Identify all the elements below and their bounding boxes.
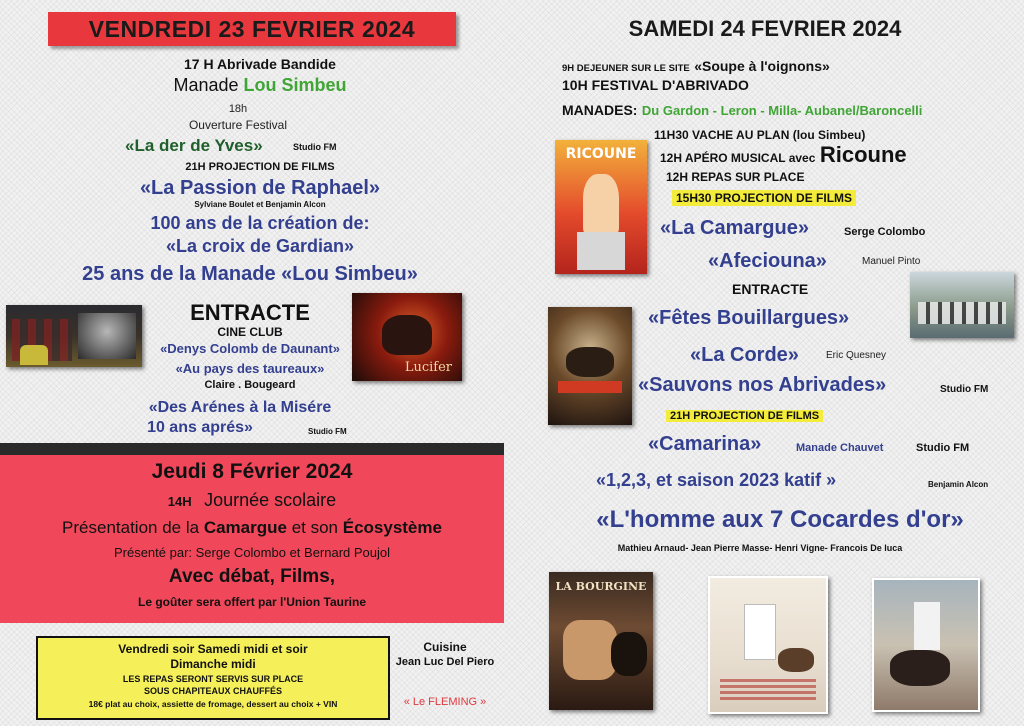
studiofm-1: Studio FM <box>293 142 337 152</box>
presentation-eco: Écosystème <box>342 518 442 537</box>
manades-list: Du Gardon - Leron - Milla- Aubanel/Baroncelli <box>641 103 923 118</box>
poster-bourgine-title: LA BOURGINE <box>555 580 647 593</box>
time-18h: 18h <box>228 103 248 115</box>
ricoune-name: Ricoune <box>819 142 907 167</box>
presentation-a: Présentation de la <box>62 518 200 537</box>
jeudi-title: Jeudi 8 Février 2024 <box>151 460 353 483</box>
cine-club: CINE CLUB <box>217 325 283 339</box>
poster-arenes <box>6 305 142 367</box>
dix-ans: 10 ans aprés» <box>147 419 253 436</box>
presentation-camargue: Camargue <box>203 518 287 537</box>
dejeuner-prefix: 9H DEJEUNER SUR LE SITE <box>562 63 690 74</box>
fetes-title: «Fêtes Bouillargues» <box>648 307 850 329</box>
jeudi-journee: Journée scolaire <box>204 490 337 510</box>
saison-credit: Benjamin Alcon <box>928 480 989 489</box>
poster-cocardes <box>708 576 828 714</box>
repas-line3: LES REPAS SERONT SERVIS SUR PLACE <box>122 674 304 684</box>
apero-prefix: 12H APÉRO MUSICAL avec <box>660 151 816 165</box>
projection-21h-right: 21H PROJECTION DE FILMS <box>666 410 823 422</box>
jeudi-presente: Présenté par: Serge Colombo et Bernard Poujol <box>113 545 391 560</box>
studiofm-r1: Studio FM <box>940 384 989 395</box>
repas-line2: Dimanche midi <box>170 657 256 671</box>
repas-line: 12H REPAS SUR PLACE <box>666 170 805 184</box>
apero-line <box>660 142 907 168</box>
afeciouna-title: «Afeciouna» <box>708 250 827 272</box>
jeudi-time: 14H <box>167 494 192 509</box>
denys-title: «Denys Colomb de Daunant» <box>160 341 340 356</box>
poster-raseteur <box>872 578 980 712</box>
repas-line5: 18€ plat au choix, assiette de fromage, dessert au choix + VIN <box>88 699 338 709</box>
ouverture-line: Ouverture Festival <box>188 118 288 132</box>
projection-21h: 21H PROJECTION DE FILMS <box>185 161 335 173</box>
pays-title: «Au pays des taureaux» <box>175 361 325 376</box>
saison-title: «1,2,3, et saison 2023 katif » <box>596 470 837 490</box>
camargue-title: «La Camargue» <box>660 217 809 239</box>
cuisine-fleming: « Le FLEMING » <box>403 696 487 708</box>
dejeuner-quote: «Soupe à l'oignons» <box>694 58 830 74</box>
cent-ans: 100 ans de la création de: <box>150 213 370 233</box>
sauvons-title: «Sauvons nos Abrivades» <box>638 374 887 396</box>
projection-15h30: 15H30 PROJECTION DE FILMS <box>672 190 856 206</box>
presentation-b: et son <box>291 518 338 537</box>
homme-credit: Mathieu Arnaud- Jean Pierre Masse- Henri Vigne- Francois De luca <box>617 543 903 553</box>
afeciouna-credit: Manuel Pinto <box>862 256 921 267</box>
derdeyves-title: «La der de Yves» <box>125 136 263 155</box>
manades-label: MANADES: <box>562 102 638 118</box>
poster-arena <box>548 307 632 425</box>
studiofm-r2: Studio FM <box>916 442 970 454</box>
passion-credit: Sylviane Boulet et Benjamin Alcon <box>194 200 326 209</box>
jeudi-time-line <box>0 490 504 511</box>
manade-line <box>60 75 460 96</box>
poster-ricoune-title: RICOUNE <box>565 146 637 162</box>
camarina-credit: Manade Chauvet <box>796 442 884 454</box>
vingtcinq-ans: 25 ans de la Manade «Lou Simbeu» <box>82 263 418 285</box>
camarina-title: «Camarina» <box>648 433 762 455</box>
poster-lucifer <box>352 293 462 381</box>
jeudi-debat: Avec débat, Films, <box>168 566 336 587</box>
jeudi-presentation <box>0 518 504 538</box>
saturday-title: SAMEDI 24 FEVRIER 2024 <box>628 16 902 41</box>
cuisine-name: Jean Luc Del Piero <box>395 656 495 668</box>
repas-line4: SOUS CHAPITEAUX CHAUFFÉS <box>143 686 282 696</box>
abrivade-line: 17 H Abrivade Bandide <box>184 56 336 72</box>
repas-line1: Vendredi soir Samedi midi et soir <box>118 642 308 656</box>
manades-line <box>562 102 922 120</box>
poster-ricoune <box>555 140 647 274</box>
croix-title: «La croix de Gardian» <box>165 236 355 256</box>
corde-credit: Eric Quesney <box>826 350 887 361</box>
homme-title: «L'homme aux 7 Cocardes d'or» <box>596 506 964 533</box>
studiofm-2: Studio FM <box>308 427 347 436</box>
manade-name: Lou Simbeu <box>243 75 347 95</box>
vache-line: 11H30 VACHE AU PLAN (lou Simbeu) <box>654 128 866 142</box>
passion-title: «La Passion de Raphael» <box>139 177 381 199</box>
cuisine-label: Cuisine <box>423 640 467 654</box>
photo-horses <box>910 272 1014 338</box>
entracte-left: ENTRACTE <box>190 300 310 325</box>
friday-title: VENDREDI 23 FEVRIER 2024 <box>88 16 416 42</box>
entracte-right: ENTRACTE <box>732 281 809 297</box>
camargue-credit: Serge Colombo <box>844 226 926 238</box>
claire-credit: Claire . Bougeard <box>204 379 296 391</box>
jeudi-dark-stripe <box>0 443 504 455</box>
jeudi-gouter: Le goûter sera offert par l'Union Taurine <box>138 595 366 609</box>
festival-10h: 10H FESTIVAL D'ABRIVADO <box>562 77 749 93</box>
poster-bourgine <box>549 572 653 710</box>
manade-prefix: Manade <box>173 75 239 95</box>
arenes-title: «Des Arénes à la Misére <box>148 399 332 416</box>
dejeuner-line <box>562 58 830 76</box>
corde-title: «La Corde» <box>690 344 799 366</box>
poster-lucifer-title: Lucifer <box>404 360 452 375</box>
